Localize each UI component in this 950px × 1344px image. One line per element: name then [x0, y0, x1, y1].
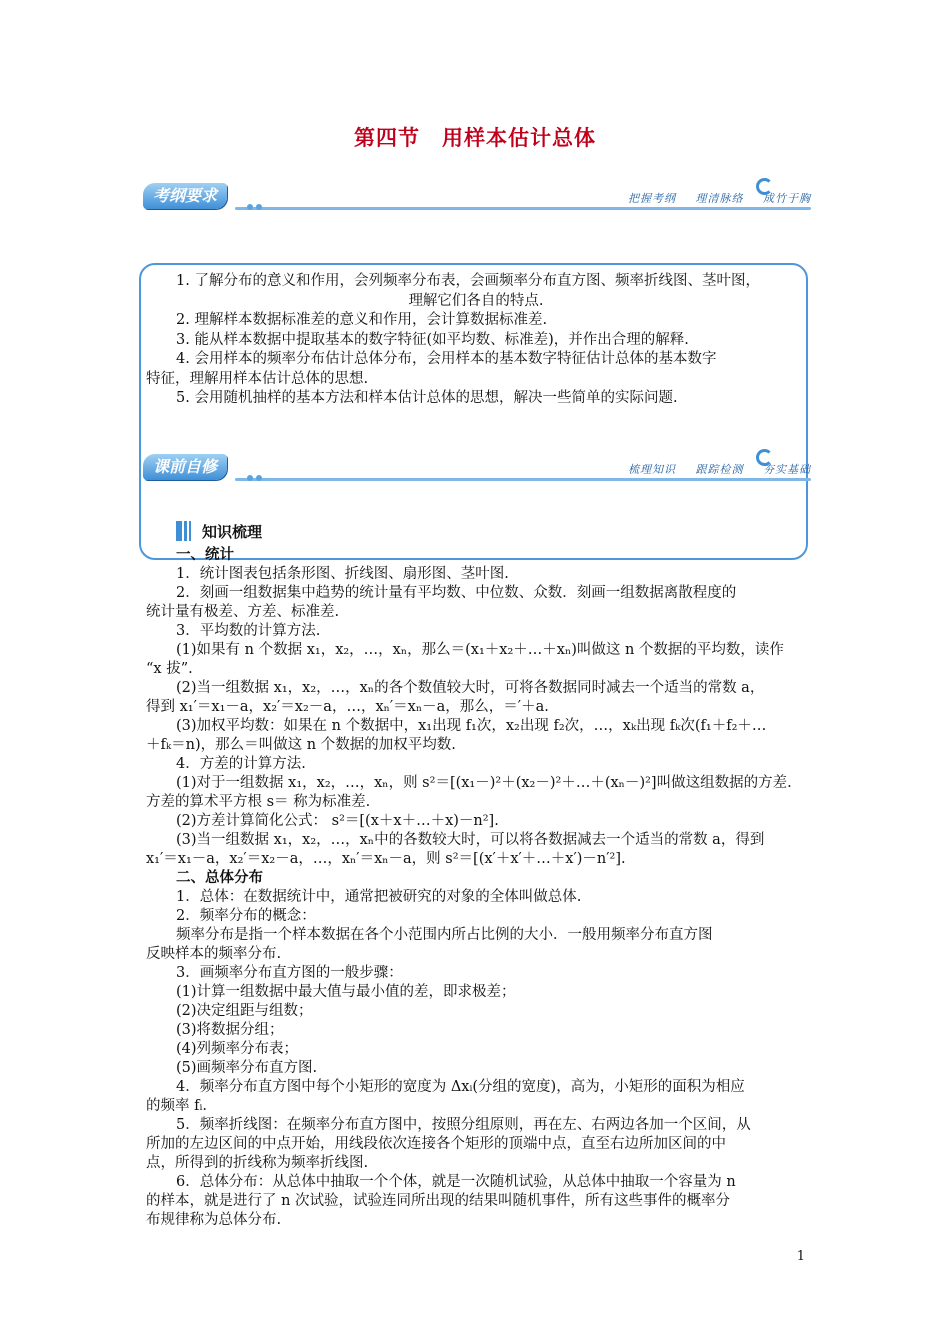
section-heading: 知识梳理	[202, 523, 263, 541]
body-text: 一、统计 1．统计图表包括条形图、折线图、扇形图、茎叶图. 2．刻画一组数据集中趋势的统计量有平均数、中位数、众数．刻画一组数据离散程度的 统计量有极差、方差、标准差. 3．平均数的计算方法. (1)如果有 n 个数据 x₁，x₂，…，xₙ，那么＝(x₁＋x₂＋…＋xₙ)叫做这 n 个数据的平均数，读作 “x 拔”. (2)当一组数据 x₁，x₂，…，xₙ的各个数值较大时，可将各数据同时减去一个适当的常数 a， 得到 x₁′＝x₁－a，x₂′＝x₂－a，…，xₙ′＝xₙ－a，那么，＝′＋a. (3)加权平均数：如果在 n 个数据中，x₁出现 f₁次，x₂出现 f₂次，…，xₖ出现 fₖ次(f₁＋f₂＋… ＋fₖ＝n)，那么＝叫做这 n 个数据的加权平均数. 4．方差的计算方法. (1)对于一组数据 x₁，x₂，…，xₙ，则 s²＝[(x₁－)²＋(x₂－)²＋…＋(xₙ－)²]叫做这组数据的方差. 方差的算术平方根 s＝ 称为标准差. (2)方差计算简化公式： s²＝[(x＋x＋…＋x)－n²]. (3)当一组数据 x₁，x₂，…，xₙ中的各数较大时，可以将各数据减去一个适当的常数 a，得到 x₁′＝x₁－a，x₂′＝x₂－a，…，xₙ′＝xₙ－a，则 s²＝[(x′＋x′＋…＋x′)－n′²]. 二、总体分布 1．总体：在数据统计中，通常把被研究的对象的全体叫做总体. 2．频率分布的概念： 频率分布是指一个样本数据在各个小范围内所占比例的大小．一般用频率分布直方图 反映样本的频率分布. 3．画频率分布直方图的一般步骤： (1)计算一组数据中最大值与最小值的差，即求极差； (2)决定组距与组数； (3)将数据分组； (4)列频率分布表； (5)画频率分布直方图. 4．频率分布直方图中每个小矩形的宽度为 Δxᵢ(分组的宽度)，高为，小矩形的面积为相应 的频率 fᵢ. 5．频率折线图：在频率分布直方图中，按照分组原则，再在左、右两边各加一个区间，从 所加的左边区间的中点开始，用线段依次连接各个矩形的顶端中点，直至右边所加区间的中 点，所得到的折线称为频率折线图. 6．总体分布：从总体中抽取一个个体，就是一次随机试验，从总体中抽取一个容量为 n 的样本，就是进行了 n 次试验，试验连同所出现的结果叫随机事件，所有这些事件的概率分 布规律称为总体分布.	[146, 546, 806, 1230]
page-number: 1	[796, 1249, 805, 1264]
requirements-list	[146, 272, 806, 409]
section-tag-label: 课前自修	[143, 454, 227, 480]
band-phrases: 梳理知识 跟踪检测 夯实基础	[628, 463, 811, 476]
band-phrases: 把握考纲 理清脉络 成竹于胸	[628, 192, 811, 205]
dots-icon	[247, 466, 267, 474]
requirement-line: 3. 能从样本数据中提取基本的数字特征(如平均数、标准差)，并作出合理的解释.	[176, 331, 689, 348]
subheading: 二、总体分布	[176, 870, 263, 886]
section-tag-label: 考纲要求	[143, 183, 227, 209]
section-band-preview	[143, 449, 811, 483]
section-band-syllabus	[143, 178, 811, 212]
requirement-line: 理解它们各自的特点.	[408, 292, 544, 309]
heading-bars-icon	[176, 521, 198, 541]
requirement-line: 5. 会用随机抽样的基本方法和样本估计总体的思想，解决一些简单的实际问题.	[176, 390, 678, 406]
dots-icon	[247, 195, 267, 203]
page-title: 第四节 用样本估计总体	[354, 126, 596, 150]
requirement-line: 4. 会用样本的频率分布估计总体分布，会用样本的基本数字特征估计总体的基本数字	[176, 351, 717, 367]
requirement-line: 1. 了解分布的意义和作用，会列频率分布表，会画频率分布直方图、频率折线图、茎叶图，	[176, 273, 760, 289]
requirement-line: 特征，理解用样本估计总体的思想.	[146, 370, 369, 387]
requirement-line: 2. 理解样本数据标准差的意义和作用，会计算数据标准差.	[176, 312, 548, 328]
subheading: 一、统计	[176, 547, 234, 563]
